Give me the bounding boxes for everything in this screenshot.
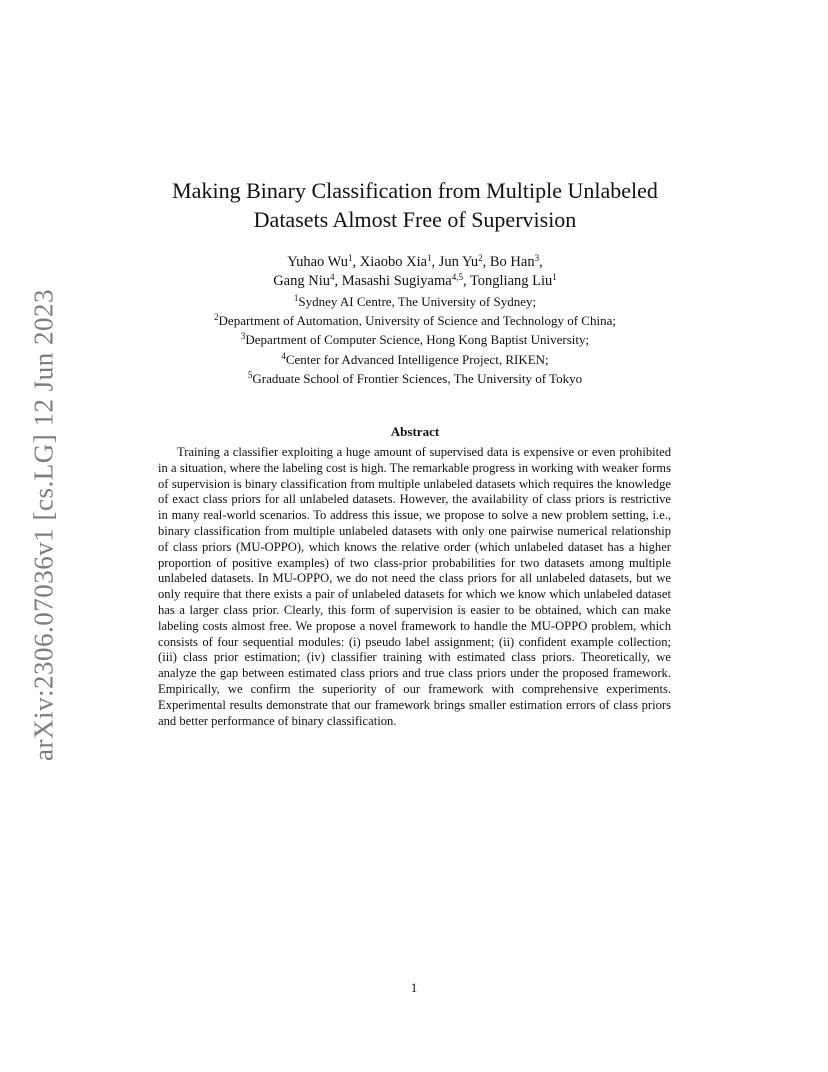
affiliation bbox=[150, 311, 680, 330]
affiliation bbox=[150, 369, 680, 388]
affiliation-mark: 2 bbox=[214, 312, 219, 323]
affiliation-text: Center for Advanced Intelligence Project, RIKEN; bbox=[285, 351, 549, 367]
affiliation-mark: 1 bbox=[293, 293, 299, 303]
author-affiliation-mark: 1 bbox=[552, 272, 557, 282]
author-name: Bo Han bbox=[489, 254, 535, 270]
affiliation-text: Department of Computer Science, Hong Kong Baptist University; bbox=[245, 332, 590, 348]
arxiv-identifier: arXiv:2306.07036v1 [cs.LG] 12 Jun 2023 bbox=[28, 289, 59, 761]
author-separator: , bbox=[352, 254, 360, 270]
author-name: Masashi Sugiyama bbox=[341, 273, 452, 289]
author-name: Tongliang Liu bbox=[469, 273, 553, 289]
author-line-1 bbox=[150, 253, 680, 272]
affiliation-list bbox=[150, 292, 680, 388]
author-separator: , bbox=[334, 273, 342, 289]
author-name: Yuhao Wu bbox=[287, 254, 349, 270]
affiliation-text: Department of Automation, University of Science and Technology of China; bbox=[218, 313, 616, 329]
affiliation-mark: 3 bbox=[240, 331, 246, 342]
page-number: 1 bbox=[410, 980, 418, 995]
title-line-2: Datasets Almost Free of Supervision bbox=[253, 207, 577, 232]
author bbox=[342, 273, 470, 289]
author bbox=[360, 254, 439, 270]
author-separator: , bbox=[462, 273, 470, 289]
author bbox=[273, 273, 342, 289]
affiliation bbox=[150, 292, 680, 311]
author-affiliation-mark: 3 bbox=[534, 253, 540, 263]
author-separator: , bbox=[431, 254, 439, 270]
author bbox=[287, 254, 360, 270]
affiliation-text: Graduate School of Frontier Sciences, The University of Tokyo bbox=[252, 370, 583, 386]
abstract-heading: Abstract bbox=[390, 424, 440, 439]
author-affiliation-mark: 2 bbox=[478, 253, 483, 263]
abstract-body: Training a classifier exploiting a huge amount of supervised data is expensive or even prohibited in a situation, where the labeling cost is high. The remarkable progress in working with weaker forms of supervision is binary classification from multiple unlabeled datasets which requires the knowledge of exact class priors for all unlabeled datasets. However, the availability of class priors is restrictive in many real-world scenarios. To address this issue, we propose to solve a new problem setting, i.e., binary classification from multiple unlabeled datasets with only one pairwise numerical relationship of class priors (MU-OPPO), which knows the relative order (which unlabeled dataset has a higher proportion of positive examples) of two class-prior probabilities for two datasets among multiple unlabeled datasets. In MU-OPPO, we do not need the class priors for all unlabeled datasets, but we only require that there exists a pair of unlabeled datasets for which we know which unlabeled dataset has a larger class prior. Clearly, this form of supervision is easier to be obtained, which can make labeling costs almost free. We propose a novel framework to handle the MU-OPPO problem, which consists of four sequential modules: (i) pseudo label assignment; (ii) confident example collection; (iii) class prior estimation; (iv) classifier training with estimated class priors. Theoretically, we analyze the gap between estimated class priors and true class priors under the proposed framework. Empirically, we confirm the superiority of our framework with comprehensive experiments. Experimental results demonstrate that our framework brings smaller estimation errors of class priors and better performance of binary classification. bbox=[158, 445, 671, 728]
author-affiliation-mark: 4,5 bbox=[451, 272, 463, 282]
title-line-1: Making Binary Classification from Multiple Unlabeled bbox=[172, 178, 658, 203]
author-affiliation-mark: 1 bbox=[348, 253, 353, 263]
affiliation-text: Sydney AI Centre, The University of Sydney; bbox=[298, 294, 537, 309]
author-line-2 bbox=[150, 272, 680, 291]
author-affiliation-mark: 4 bbox=[329, 272, 335, 282]
author bbox=[470, 273, 557, 289]
affiliation bbox=[150, 350, 680, 369]
affiliation-mark: 4 bbox=[281, 350, 286, 361]
author bbox=[439, 254, 490, 270]
author-affiliation-mark: 1 bbox=[427, 253, 432, 263]
paper-title bbox=[150, 176, 680, 234]
author-separator: , bbox=[539, 254, 543, 270]
author-name: Xiaobo Xia bbox=[359, 254, 428, 270]
affiliation-mark: 5 bbox=[247, 369, 253, 380]
author-name: Gang Niu bbox=[273, 273, 330, 289]
affiliation bbox=[150, 330, 680, 349]
author-name: Jun Yu bbox=[438, 254, 479, 270]
author-separator: , bbox=[482, 254, 490, 270]
author-list bbox=[150, 253, 680, 291]
author bbox=[490, 254, 543, 270]
